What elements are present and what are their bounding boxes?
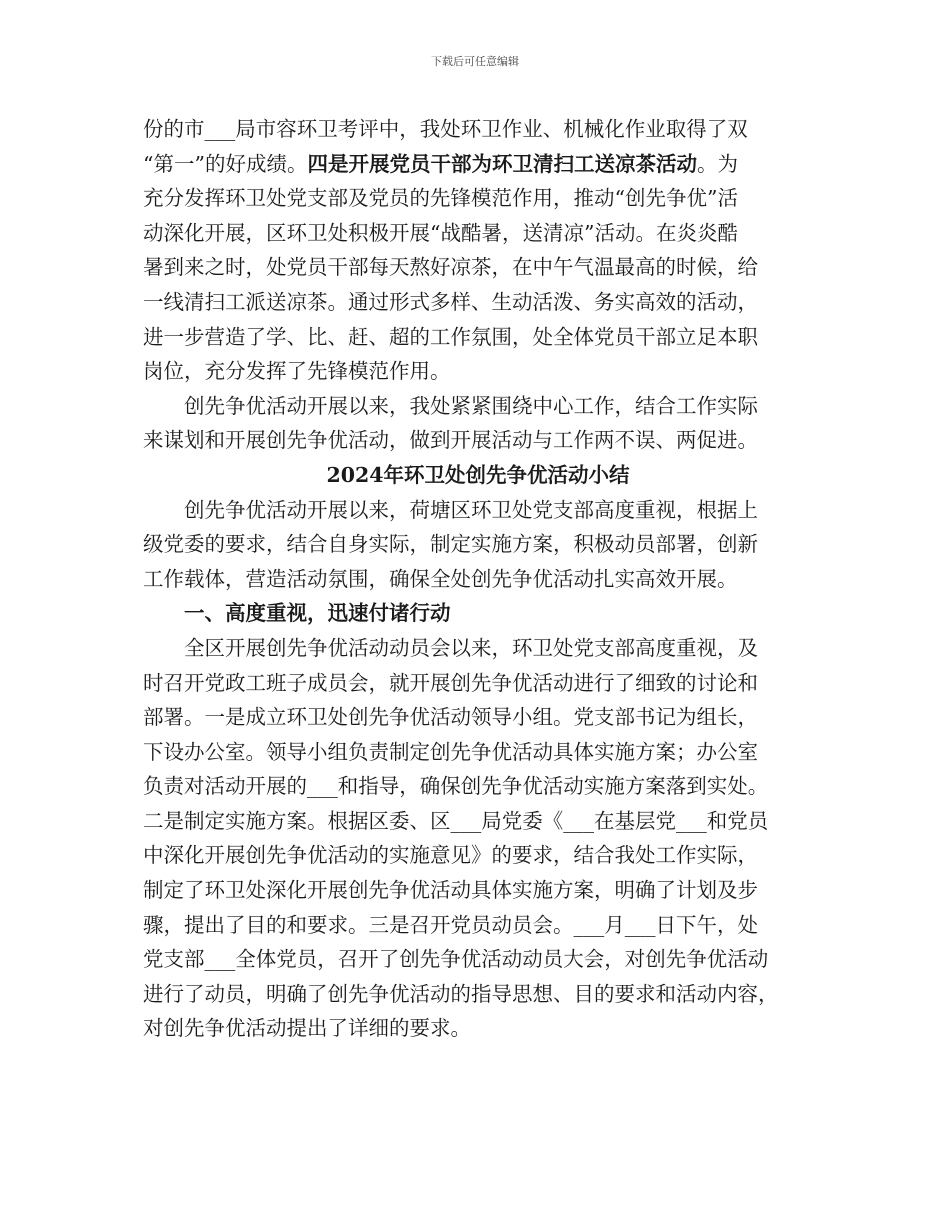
text-line: 时召开党政工班子成员会，就开展创先争优活动进行了细致的讨论和 xyxy=(143,670,758,695)
section-heading: 一、高度重视，迅速付诸行动 xyxy=(184,601,451,626)
text-line xyxy=(143,147,813,182)
text-line: 动深化开展，区环卫处积极开展“战酷暑，送清凉”活动。在炎炎酷 xyxy=(143,220,738,245)
text-line: 进行了动员，明确了创先争优活动的指导思想、目的要求和活动内容， xyxy=(143,981,779,1006)
text-line: 骤，提出了目的和要求。三是召开党员动员会。___月___日下午，处 xyxy=(143,912,758,937)
text-line: 创先争优活动开展以来，我处紧紧围绕中心工作，结合工作实际 xyxy=(184,393,758,418)
paragraph-2 xyxy=(143,389,813,458)
paragraph-4 xyxy=(143,631,813,1046)
text-line: 一线清扫工派送凉茶。通过形式多样、生动活泼、务实高效的活动， xyxy=(143,289,758,314)
text-line: 充分发挥环卫处党支部及党员的先锋模范作用，推动“创先争优”活 xyxy=(143,186,738,211)
text-line: 创先争优活动开展以来，荷塘区环卫处党支部高度重视，根据上 xyxy=(184,497,758,522)
paragraph-1 xyxy=(143,112,813,389)
text-line: 对创先争优活动提出了详细的要求。 xyxy=(143,1016,471,1041)
text-line: 党支部___全体党员，召开了创先争优活动动员大会，对创先争优活动 xyxy=(143,947,769,972)
document-title: 2024年环卫处创先争优活动小结 xyxy=(326,462,630,487)
page-header: 下载后可任意编辑 xyxy=(431,55,519,68)
text-line: 全区开展创先争优活动动员会以来，环卫处党支部高度重视，及 xyxy=(184,635,758,660)
text-line: 二是制定实施方案。根据区委、区___局党委《___在基层党___和党员 xyxy=(143,808,769,833)
bold-phrase: 四是开展党员干部为环卫清扫工送凉茶活动 xyxy=(307,151,697,176)
text-line: 岗位，充分发挥了先锋模范作用。 xyxy=(143,359,451,384)
text-line: 级党委的要求，结合自身实际，制定实施方案，积极动员部署，创新 xyxy=(143,532,758,557)
text-line: 份的市___局市容环卫考评中，我处环卫作业、机械化作业取得了双 xyxy=(143,117,748,141)
document-body xyxy=(143,112,813,1046)
text-line: 负责对活动开展的___和指导，确保创先争优活动实施方案落到实处。 xyxy=(143,774,769,799)
text-segment: 。为 xyxy=(696,151,738,176)
text-line: 工作载体，营造活动氛围，确保全处创先争优活动扎实高效开展。 xyxy=(143,566,738,591)
text-line: 中深化开展创先争优活动的实施意见》的要求，结合我处工作实际， xyxy=(143,843,758,868)
text-line: 进一步营造了学、比、赶、超的工作氛围，处全体党员干部立足本职 xyxy=(143,324,758,349)
paragraph-3 xyxy=(143,493,813,597)
text-line: 来谋划和开展创先争优活动，做到开展活动与工作两不误、两促进。 xyxy=(143,428,758,453)
text-segment: “第一”的好成绩。 xyxy=(143,151,308,176)
text-line: 部署。一是成立环卫处创先争优活动领导小组。党支部书记为组长， xyxy=(143,705,758,730)
text-line: 下设办公室。领导小组负责制定创先争优活动具体实施方案；办公室 xyxy=(143,739,758,764)
text-line: 制定了环卫处深化开展创先争优活动具体实施方案，明确了计划及步 xyxy=(143,878,758,903)
text-line: 暑到来之时，处党员干部每天熬好凉茶，在中午气温最高的时候，给 xyxy=(143,255,758,280)
